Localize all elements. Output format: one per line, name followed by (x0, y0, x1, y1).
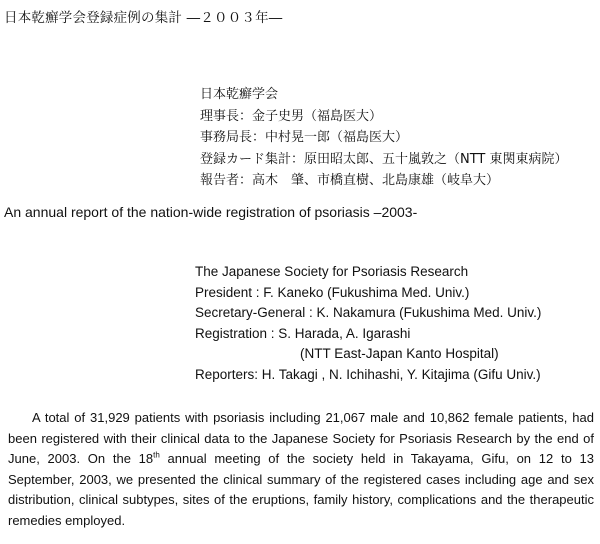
abstract-paragraph (8, 408, 594, 532)
english-registration-line: Registration : S. Harada, A. Igarashi (195, 325, 411, 341)
english-registration-affiliation: (NTT East-Japan Kanto Hospital) (300, 346, 499, 361)
japanese-title: 日本乾癬学会登録症例の集計 ―２００３年― (4, 10, 283, 26)
english-president-line: President : F. Kaneko (Fukushima Med. Univ.) (195, 284, 470, 300)
japanese-society-name: 日本乾癬学会 (200, 87, 279, 102)
english-author-block (195, 262, 541, 385)
abstract-text-part1: A total of 31,929 patients with psoriasis including 21,067 male and 10,862 female patients, had been registered with their clinical data to the Japanese Society for Psoriasis Research by the end of June, 2003. On the 18 (8, 410, 594, 467)
japanese-president-line: 理事長：金子史男（福島医大） (200, 108, 383, 124)
japanese-registration-line: 登録カード集計：原田昭太郎、五十嵐敦之（NTT 東関東病院） (200, 151, 568, 167)
abstract-text-part2: annual meeting of the society held in Takayama, Gifu, on 12 to 13 September, 2003, we presented the clinical summary of the registered cases including age and sex distribution, clinical subtypes, sites of the eruptions, family history, complications and the therapeutic remedies employed. (8, 451, 594, 528)
english-title: An annual report of the nation-wide registration of psoriasis –2003- (4, 204, 418, 220)
english-reporters-line: Reporters: H. Takagi , N. Ichihashi, Y. Kitajima (Gifu Univ.) (195, 366, 541, 382)
japanese-secretary-line: 事務局長：中村晃一郎（福島医大） (200, 130, 409, 145)
japanese-reporters-line: 報告者：高木 肇、市橋直樹、北島康雄（岐阜大） (200, 173, 500, 188)
english-society-name: The Japanese Society for Psoriasis Research (195, 264, 469, 279)
japanese-author-block (200, 84, 568, 192)
english-secretary-line: Secretary-General : K. Nakamura (Fukushima Med. Univ.) (195, 305, 542, 320)
ordinal-superscript: th (153, 450, 160, 460)
